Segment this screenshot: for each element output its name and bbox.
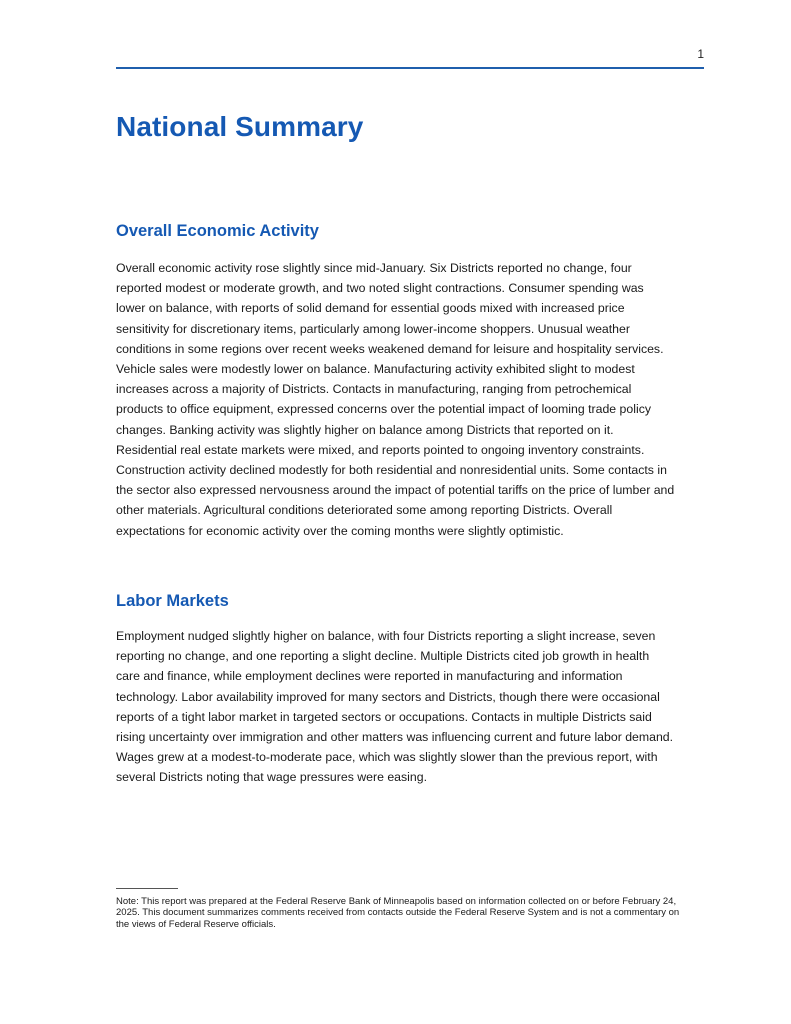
section-body-labor-markets: Employment nudged slightly higher on balance, with four Districts reporting a slight increase, seven reporting no change, and one reporting a slight decline. Multiple Districts cited job growth in health care and finance, while employment declines were reported in manufacturing and information technology. Labor availability improved for many sectors and Districts, though there were occasional reports of a tight labor market in targeted sectors or occupations. Contacts in multiple Districts said rising uncertainty over immigration and other matters was influencing current and future labor demand. Wages grew at a modest-to-moderate pace, which was slightly slower than the previous report, with several Districts noting that wage pressures were easing.: [116, 629, 674, 785]
page-number: 1: [697, 47, 704, 61]
header-rule: [116, 67, 704, 69]
section-heading-overall-economic-activity: Overall Economic Activity: [116, 222, 319, 240]
footnote-rule: [116, 888, 178, 889]
section-heading-labor-markets: Labor Markets: [116, 592, 229, 610]
section-body-overall-economic-activity: Overall economic activity rose slightly since mid-January. Six Districts reported no change, four reported modest or moderate growth, and two noted slight contractions. Consumer spending was lower on balance, with reports of solid demand for essential goods mixed with increased price sensitivity for discretionary items, particularly among lower-income shoppers. Unusual weather conditions in some regions over recent weeks weakened demand for leisure and hospitality services. Vehicle sales were modestly lower on balance. Manufacturing activity exhibited slight to modest increases across a majority of Districts. Contacts in manufacturing, ranging from petrochemical products to office equipment, expressed concerns over the potential impact of looming trade policy changes. Banking activity was slightly higher on balance among Districts that reported on it. Residential real estate markets were mixed, and reports pointed to ongoing inventory constraints. Construction activity declined modestly for both residential and nonresidential units. Some contacts in the sector also expressed nervousness around the impact of potential tariffs on the price of lumber and other materials. Agricultural conditions deteriorated some among reporting Districts. Overall expectations for economic activity over the coming months were slightly optimistic.: [116, 261, 675, 538]
page-title: National Summary: [116, 111, 364, 142]
footnote: Note: This report was prepared at the Federal Reserve Bank of Minneapolis based on information collected on or before February 24, 2025. This document summarizes comments received from contacts outside the Federal Reserve System and is not a commentary on the views of Federal Reserve officials.: [116, 896, 680, 930]
